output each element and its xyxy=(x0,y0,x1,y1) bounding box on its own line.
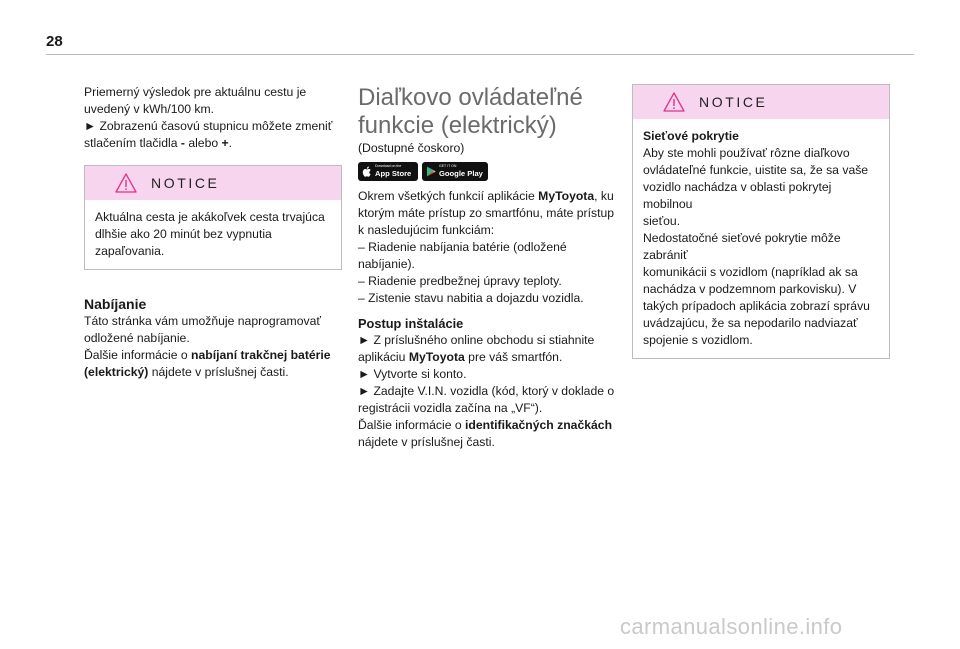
google-play-small-text: GET IT ON xyxy=(439,164,457,169)
notice-line: vozidlo nachádza v oblasti pokrytej mobilnou xyxy=(643,180,832,211)
features-intro-line: ktorým máte prístup zo smartfónu, máte prístup xyxy=(358,206,615,220)
notice-line: takých prípadoch aplikácia zobrazí správu xyxy=(643,299,870,313)
watermark: carmanualsonline.info xyxy=(620,614,843,639)
notice-line: sieťou. xyxy=(643,214,681,228)
warning-icon xyxy=(115,173,137,193)
notice-line: ovládateľné funkcie, uistite sa, že sa vaše xyxy=(643,163,869,177)
notice-title: NOTICE xyxy=(699,93,768,110)
section-title: Diaľkovo ovládateľné funkcie (elektrický) xyxy=(358,84,583,139)
feature-item: – Riadenie nabíjania batérie (odložené xyxy=(358,240,567,254)
timescale-bullet: ► Zobrazenú časovú stupnicu môžete zmeniť xyxy=(84,119,333,133)
intro-line: uvedený v kWh/100 km. xyxy=(84,102,215,116)
charging-more-cont: (elektrický) nájdete v príslušnej časti. xyxy=(84,365,289,379)
notice-title: NOTICE xyxy=(151,174,220,191)
notice-line: Nedostatočné sieťové pokrytie môže zabrániť xyxy=(643,231,841,262)
notice-header xyxy=(85,166,341,200)
column-middle xyxy=(358,84,616,451)
notice-line: zapaľovania. xyxy=(95,244,165,258)
charging-more: Ďalšie informácie o nabíjaní trakčnej batérie xyxy=(84,348,331,362)
app-store-small-text: Download on the xyxy=(375,164,402,169)
store-badges xyxy=(358,162,616,181)
notice-box xyxy=(632,84,890,359)
install-step: ► Zadajte V.I.N. vozidla (kód, ktorý v doklade o xyxy=(358,384,615,398)
plus-key: + xyxy=(221,136,229,150)
timescale-bullet-cont: stlačením tlačidla - alebo +. xyxy=(84,136,233,150)
google-play-icon xyxy=(426,166,436,177)
app-store-text: App Store xyxy=(375,168,412,178)
feature-item: nabíjanie). xyxy=(358,257,415,271)
google-play-badge xyxy=(422,162,488,181)
feature-item: – Riadenie predbežnej úpravy teploty. xyxy=(358,274,562,288)
notice-line: uvádzajúcu, že sa nepodarilo nadviazať xyxy=(643,316,858,330)
feature-item: – Zistenie stavu nabitia a dojazdu vozidla. xyxy=(358,291,584,305)
notice-body xyxy=(85,200,341,269)
install-more-cont: nájdete v príslušnej časti. xyxy=(358,435,495,449)
notice-line: Aktuálna cesta je akákoľvek cesta trvajúca xyxy=(95,210,325,224)
charging-heading: Nabíjanie xyxy=(84,296,147,312)
notice-line: spojenie s vozidlom. xyxy=(643,333,753,347)
google-play-text: Google Play xyxy=(439,168,483,178)
availability-note: (Dostupné čoskoro) xyxy=(358,141,465,155)
notice-line: nachádza v podzemnom parkovisku). V xyxy=(643,282,857,296)
column-left xyxy=(84,84,342,381)
notice-heading: Sieťové pokrytie xyxy=(643,129,739,143)
notice-line: Aby ste mohli používať rôzne diaľkovo xyxy=(643,146,850,160)
page-number: 28 xyxy=(46,33,63,50)
notice-box xyxy=(84,165,342,270)
features-intro-line: k nasledujúcim funkciám: xyxy=(358,223,495,237)
column-right xyxy=(632,84,890,359)
install-step: aplikáciu MyToyota pre váš smartfón. xyxy=(358,350,563,364)
warning-icon xyxy=(663,92,685,112)
install-step: ► Vytvorte si konto. xyxy=(358,367,467,381)
install-step: registrácii vozidla začína na „VF“). xyxy=(358,401,543,415)
notice-header xyxy=(633,85,889,119)
install-step: ► Z príslušného online obchodu si stiahnite xyxy=(358,333,595,347)
charging-line: odložené nabíjanie. xyxy=(84,331,190,345)
intro-line: Priemerný výsledok pre aktuálnu cestu je xyxy=(84,85,307,99)
minus-key: - xyxy=(180,136,185,150)
notice-line: dlhšie ako 20 minút bez vypnutia xyxy=(95,227,272,241)
charging-line: Táto stránka vám umožňuje naprogramovať xyxy=(84,314,321,328)
apple-icon xyxy=(362,166,372,177)
notice-body xyxy=(633,119,889,358)
app-store-badge xyxy=(358,162,418,181)
features-intro: Okrem všetkých funkcií aplikácie MyToyota, ku xyxy=(358,189,614,203)
install-more: Ďalšie informácie o identifikačných značkách xyxy=(358,418,613,432)
notice-line: komunikácii s vozidlom (napríklad ak sa xyxy=(643,265,858,279)
install-heading: Postup inštalácie xyxy=(358,316,464,331)
header-divider xyxy=(46,54,914,55)
